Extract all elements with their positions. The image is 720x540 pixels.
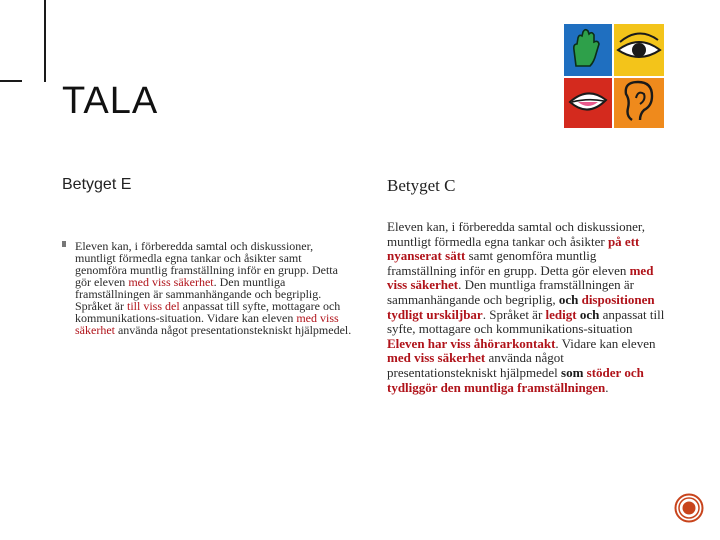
- text-segment: stöder och tydliggör den muntliga framställningen: [387, 364, 644, 395]
- text-segment: med viss säkerhet: [75, 311, 339, 337]
- slide-title: TALA: [62, 80, 159, 122]
- text-segment: anpassat till syfte, mottagare och kommunikations-situation. Vidare kan eleven: [75, 299, 341, 325]
- grade-c-heading: Betyget C: [387, 176, 456, 195]
- senses-illustration: [562, 20, 666, 130]
- text-segment: Eleven kan, i förberedda samtal och diskussioner, muntligt förmedla egna tankar och åsikter samt genomföra muntlig framställning inför en grupp. Detta gör eleven: [75, 239, 338, 289]
- text-segment: ledigt: [545, 306, 577, 322]
- text-segment: och: [579, 306, 600, 322]
- text-segment: till viss del: [126, 299, 180, 313]
- text-segment: . Den muntliga framställningen är sammanhängande och begriplig,: [387, 277, 634, 307]
- grade-e-criteria: [62, 240, 352, 336]
- text-segment: med viss säkerhet: [387, 350, 486, 366]
- text-segment: på ett nyanserat sätt: [387, 233, 640, 264]
- text-segment: . Den muntliga framställningen är sammanhängande och begriplig. Språket är: [75, 275, 322, 313]
- text-segment: och: [558, 291, 579, 307]
- grade-e-text: [75, 240, 352, 336]
- text-segment: använda något presentationstekniskt hjälpmedel: [387, 350, 564, 380]
- text-segment: som: [561, 364, 584, 380]
- circular-nav-icon[interactable]: [674, 493, 704, 523]
- text-segment: . Språket är: [482, 306, 546, 322]
- text-segment: använda något presentationstekniskt hjälpmedel.: [114, 323, 352, 337]
- bullet-marker: [62, 241, 66, 247]
- grade-e-heading: Betyget E: [62, 176, 132, 193]
- text-segment: med viss säkerhet: [387, 262, 654, 293]
- text-segment: anpassat till syfte, mottagare och kommunikations-situation: [387, 306, 665, 337]
- text-segment: Eleven har viss åhörarkontakt: [387, 335, 556, 351]
- decorative-horizontal-line: [0, 80, 22, 82]
- text-segment: samt genomföra muntlig framställning inför en grupp. Detta gör eleven: [387, 248, 630, 278]
- text-segment: dispositionen tydligt urskiljbar: [387, 291, 655, 322]
- grade-c-criteria: [387, 220, 667, 395]
- text-segment: med viss säkerhet: [128, 275, 214, 289]
- hearing-tile: [614, 78, 664, 128]
- text-segment: .: [605, 379, 609, 395]
- text-segment: Eleven kan, i förberedda samtal och diskussioner, muntligt förmedla egna tankar och åsikter: [387, 219, 645, 249]
- text-segment: . Vidare kan eleven: [555, 335, 656, 351]
- decorative-vertical-line: [44, 0, 46, 82]
